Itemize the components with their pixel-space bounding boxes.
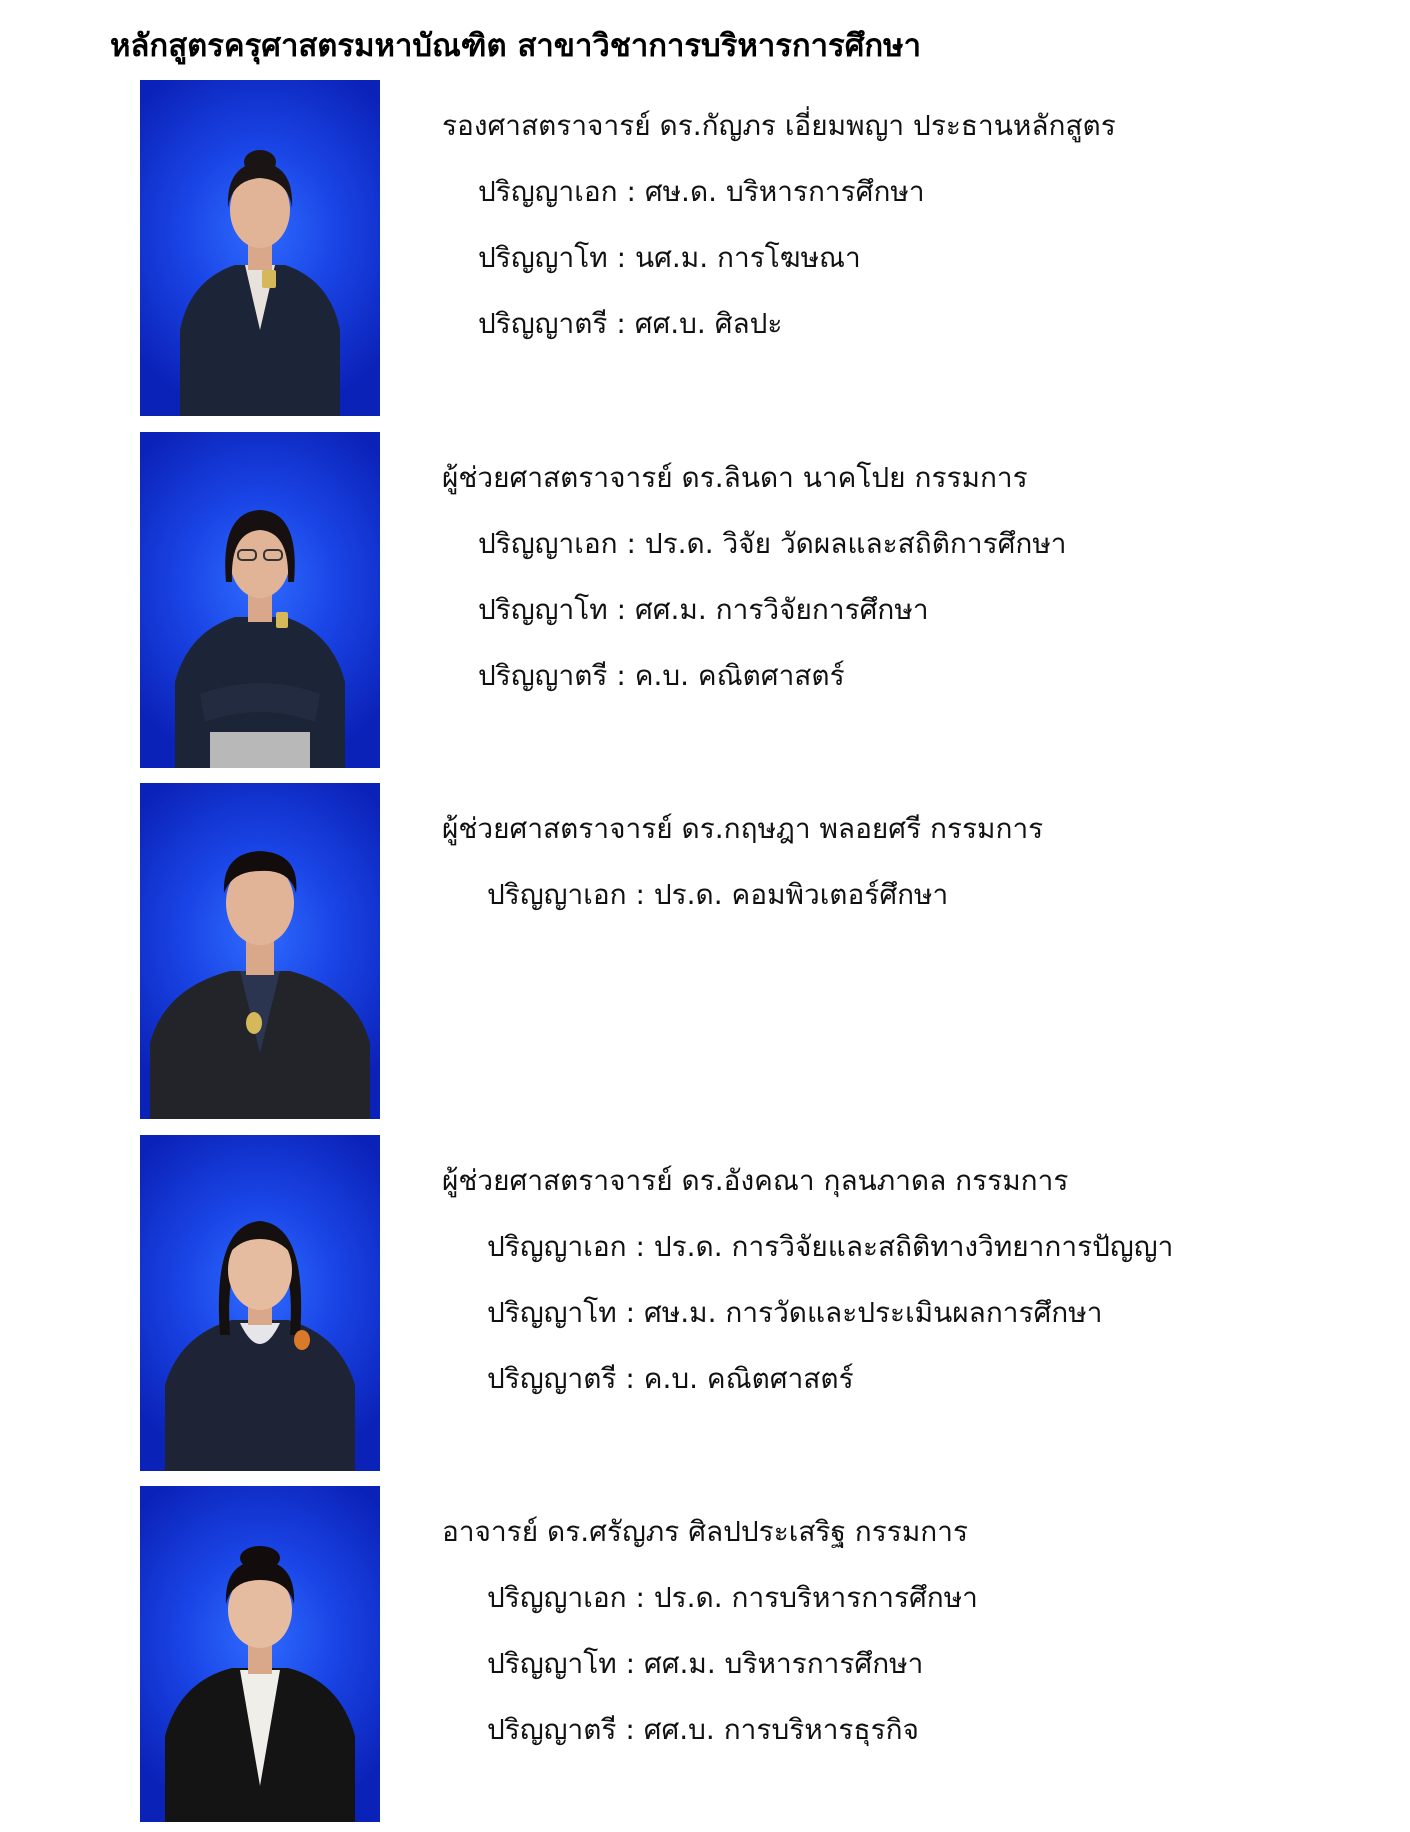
faculty-name: อาจารย์ ดร.ศรัญภร ศิลปประเสริฐ กรรมการ (442, 1515, 969, 1548)
degree-doctoral: ปริญญาเอก : ปร.ด. คอมพิวเตอร์ศึกษา (487, 878, 949, 911)
degree-doctoral: ปริญญาเอก : ปร.ด. วิจัย วัดผลและสถิติการศึกษา (478, 527, 1067, 560)
degree-doctoral: ปริญญาเอก : ศษ.ด. บริหารการศึกษา (478, 175, 925, 208)
faculty-member (0, 1486, 1410, 1822)
faculty-name: ผู้ช่วยศาสตราจารย์ ดร.กฤษฎา พลอยศรี กรรมการ (442, 812, 1044, 845)
faculty-name: ผู้ช่วยศาสตราจารย์ ดร.อังคณา กุลนภาดล กรรมการ (442, 1164, 1069, 1197)
faculty-portrait-female-icon (140, 80, 380, 416)
degree-doctoral: ปริญญาเอก : ปร.ด. การวิจัยและสถิติทางวิทยาการปัญญา (487, 1230, 1174, 1263)
faculty-portrait-female-icon (140, 1135, 380, 1471)
degree-masters: ปริญญาโท : ศษ.ม. การวัดและประเมินผลการศึกษา (487, 1296, 1103, 1329)
faculty-member (0, 432, 1410, 768)
faculty-portrait-female-icon (140, 1486, 380, 1822)
degree-masters: ปริญญาโท : ศศ.ม. การวิจัยการศึกษา (478, 593, 929, 626)
page-title: หลักสูตรครุศาสตรมหาบัณฑิต สาขาวิชาการบริหารการศึกษา (110, 28, 921, 64)
degree-bachelors: ปริญญาตรี : ศศ.บ. การบริหารธุรกิจ (487, 1713, 919, 1746)
faculty-portrait-male-icon (140, 783, 380, 1119)
faculty-name: ผู้ช่วยศาสตราจารย์ ดร.ลินดา นาคโปย กรรมการ (442, 461, 1028, 494)
faculty-portrait-female-icon (140, 432, 380, 768)
degree-bachelors: ปริญญาตรี : ศศ.บ. ศิลปะ (478, 307, 783, 340)
faculty-name: รองศาสตราจารย์ ดร.กัญภร เอี่ยมพญา ประธานหลักสูตร (442, 109, 1116, 142)
faculty-member (0, 783, 1410, 1119)
degree-doctoral: ปริญญาเอก : ปร.ด. การบริหารการศึกษา (487, 1581, 978, 1614)
faculty-member (0, 1135, 1410, 1471)
degree-bachelors: ปริญญาตรี : ค.บ. คณิตศาสตร์ (487, 1362, 854, 1395)
degree-masters: ปริญญาโท : นศ.ม. การโฆษณา (478, 241, 861, 274)
degree-bachelors: ปริญญาตรี : ค.บ. คณิตศาสตร์ (478, 659, 845, 692)
faculty-member (0, 80, 1410, 416)
degree-masters: ปริญญาโท : ศศ.ม. บริหารการศึกษา (487, 1647, 924, 1680)
